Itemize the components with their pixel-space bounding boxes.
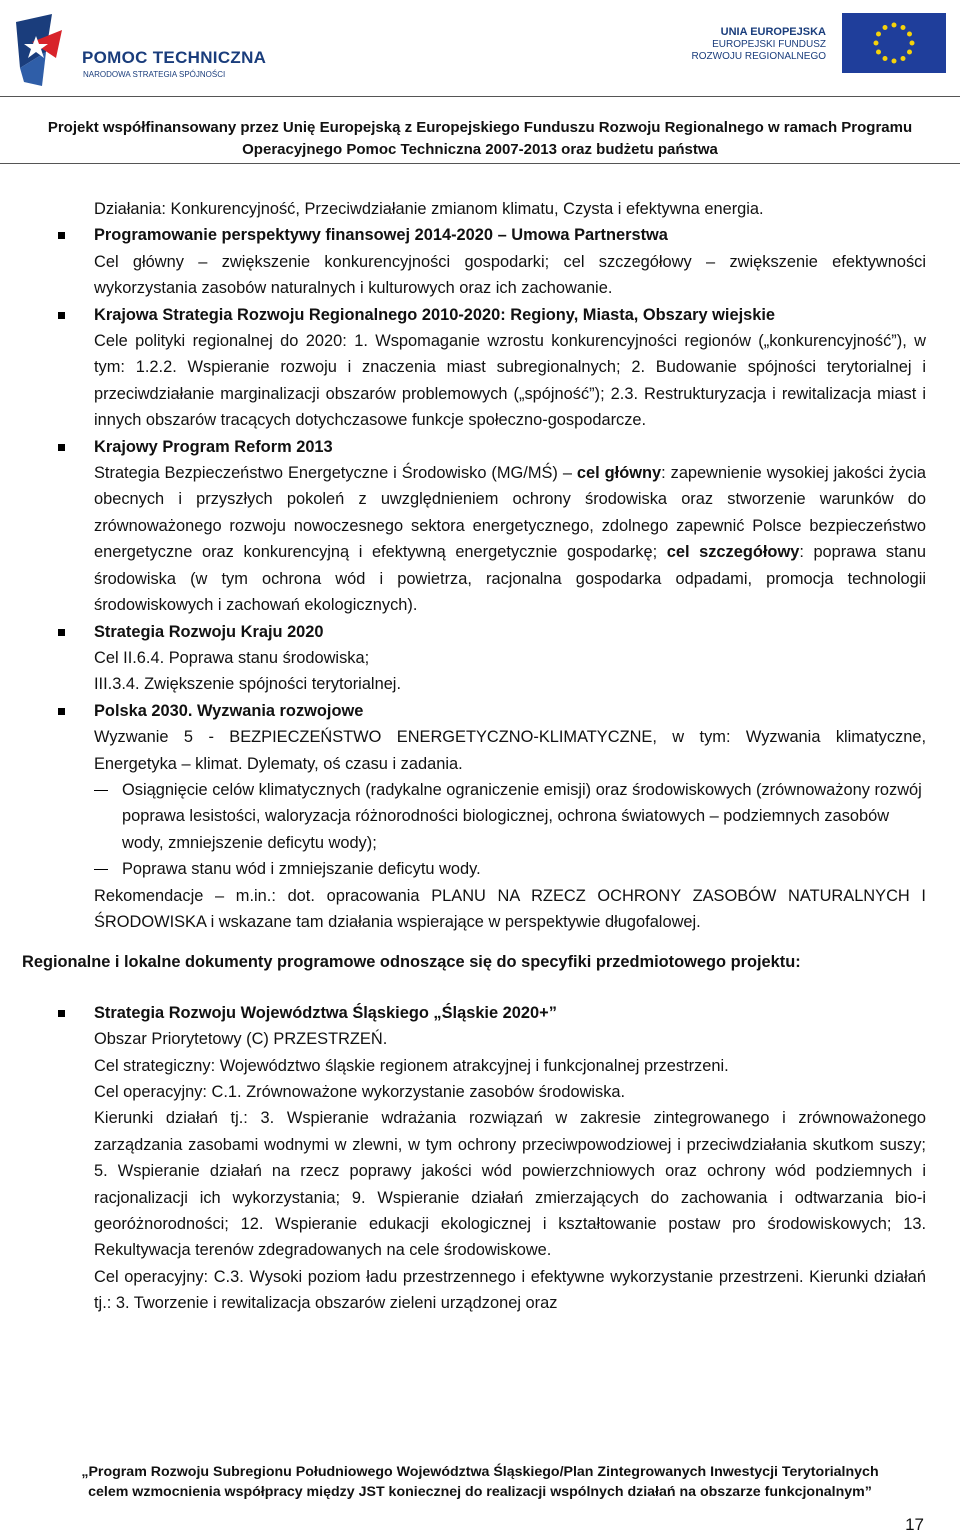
bullet-icon <box>58 708 65 715</box>
eu-logo-line3: ROZWOJU REGIONALNEGO <box>691 51 826 62</box>
item-title: Programowanie perspektywy finansowej 2014-2020 – Umowa Partnerstwa <box>94 226 668 245</box>
item-title: Krajowa Strategia Rozwoju Regionalnego 2010-2020: Regiony, Miasta, Obszary wiejskie <box>94 305 776 324</box>
item-text: Cele polityki regionalnej do 2020: 1. Wspomaganie wzrostu konkurencyjności regionów („konkurencyjność”), w tym: 1.2.2. Wspieranie rozwoju i znaczenia miast subregionalnych; 2. Budowanie spójności terytorialnej i przeciwdziałanie marginalizacji obszarów problemowych („spójność”); 2.3. Restrukturyzacja i rewitalizacja miast i innych obszarów tracących dotychczasowe funkcje społeczno-gospodarcze. <box>94 332 926 430</box>
project-line-2: Operacyjnego Pomoc Techniczna 2007-2013 oraz budżetu państwa <box>242 141 718 158</box>
item-line: Obszar Priorytetowy (C) PRZESTRZEŃ. <box>94 1030 388 1049</box>
dash-text: Poprawa stanu wód i zmniejszanie deficytu wody. <box>122 860 481 879</box>
list-item <box>22 619 926 698</box>
item-title: Polska 2030. Wyzwania rozwojowe <box>94 701 364 720</box>
item-line: III.3.4. Zwiększenie spójności terytorialnej. <box>94 675 402 694</box>
recommendations-text: Rekomendacje – m.in.: dot. opracowania PLANU NA RZECZ OCHRONY ZASOBÓW NATURALNYCH I ŚRODOWISKA i wskazane tam działania wspierające w perspektywie długofalowej. <box>94 886 926 931</box>
dash-icon <box>94 790 108 791</box>
item-text: Kierunki działań tj.: 3. Wspieranie wdrażania rozwiązań w zakresie zintegrowanego i zrównoważonego zarządzania zasobami wodnymi w zlewni, w tym ochrony przeciwpowodziowej i przeciwdziałania skutkom suszy; 5. Wspieranie działań na rzecz poprawy jakości wód powierzchniowych oraz ochrony wód podziemnych i racjonalizacji ich wykorzystania; 9. Wspieranie działań zmierzających do zachowania i odtwarzania bio-i georóżnorodności; 12. Wspieranie edukacji ekologicznej i kształtowanie postaw pro środowiskowych; 13. Rekultywacja terenów zdegradowanych na cele środowiskowe. <box>94 1109 926 1260</box>
header-rule <box>0 96 960 97</box>
list-item <box>22 698 926 777</box>
text-run: : zapewnienie wysokiej jakości życia obecnych i przyszłych pokoleń z uwzględnieniem ochrony środowiska oraz stworzenie warunków do zrównoważonego rozwoju nowoczesnego sektora energetycznego, zdolnego zapewnić Polsce bezpieczeństwo energetyczne oraz konkurencyjną i efektywną energetycznie gospodarkę; <box>94 464 926 562</box>
text-run: : poprawa stanu środowiska (w tym ochrona wód i powietrza, racjonalna gospodarka odpadami, promocja technologii środowiskowych i zachowań ekologicznych). <box>94 543 926 615</box>
list-item <box>22 222 926 301</box>
item-text: Cel główny – zwiększenie konkurencyjności gospodarki; cel szczegółowy – zwiększenie efektywności wykorzystania zasobów naturalnych i kulturowych oraz ich zachowanie. <box>94 252 926 298</box>
item-title: Strategia Rozwoju Województwa Śląskiego „Śląskie 2020+” <box>94 1003 557 1022</box>
item-line: Cel strategiczny: Województwo śląskie regionem atrakcyjnej i funkcjonalnej przestrzeni. <box>94 1056 729 1075</box>
pomoc-techniczna-logo <box>12 12 267 90</box>
eu-logo <box>646 8 946 88</box>
bullet-icon <box>58 629 65 636</box>
bullet-icon <box>58 1010 65 1017</box>
intro-line: Działania: Konkurencyjność, Przeciwdziałanie zmianom klimatu, Czysta i efektywna energia. <box>94 200 764 218</box>
bold-run: cel szczegółowy <box>666 543 800 562</box>
footer-line-1: „Program Rozwoju Subregionu Południowego Województwa Śląskiego/Plan Zintegrowanych Inwestycji Terytorialnych <box>81 1464 879 1480</box>
text-run: Strategia Bezpieczeństwo Energetyczne i Środowisko (MG/MŚ) – <box>94 464 577 483</box>
dash-list-item <box>22 856 926 882</box>
project-rule <box>0 163 960 164</box>
section-heading: Regionalne i lokalne dokumenty programowe odnoszące się do specyfiki przedmiotowego projektu: <box>22 953 801 972</box>
eu-logo-line2: EUROPEJSKI FUNDUSZ <box>712 39 826 50</box>
bullet-icon <box>58 312 65 319</box>
logo-subtitle: NARODOWA STRATEGIA SPÓJNOŚCI <box>83 70 226 79</box>
list-item <box>22 1000 926 1317</box>
star-emblem-icon <box>12 12 76 88</box>
eu-logo-line1: UNIA EUROPEJSKA <box>720 26 826 38</box>
item-text <box>94 460 926 618</box>
dash-text: Osiągnięcie celów klimatycznych (radykalne ograniczenie emisji) oraz środowiskowych (zrównoważony rozwój poprawa lesistości, waloryzacja różnorodności biologicznej, ochrona światowych – podziemnych zasobów wody, zmniejszenie deficytu wody); <box>122 780 922 852</box>
item-title: Strategia Rozwoju Kraju 2020 <box>94 622 324 641</box>
page-header <box>0 0 960 110</box>
eu-flag-icon <box>842 13 946 73</box>
list-item <box>22 434 926 619</box>
footer-line-2: celem wzmocnienia współpracy między JST koniecznej do realizacji wspólnych działań na obszarze funkcjonalnym” <box>88 1484 872 1500</box>
dash-icon <box>94 869 108 870</box>
project-info <box>0 117 960 161</box>
item-text: Wyzwanie 5 - BEZPIECZEŃSTWO ENERGETYCZNO-KLIMATYCZNE, w tym: Wyzwania klimatyczne, Energetyka – klimat. Dylematy, oś czasu i zadania. <box>94 728 926 773</box>
document-body <box>22 196 926 1317</box>
project-line-1: Projekt współfinansowany przez Unię Europejską z Europejskiego Funduszu Rozwoju Regionalnego w ramach Programu <box>47 119 913 136</box>
bullet-icon <box>58 232 65 239</box>
dash-list-item <box>22 777 926 856</box>
bullet-icon <box>58 444 65 451</box>
item-text: Cel operacyjny: C.3. Wysoki poziom ładu przestrzennego i efektywne wykorzystanie przestrzeni. Kierunki działań tj.: 3. Tworzenie i rewitalizacja obszarów zieleni urządzonej oraz <box>94 1267 926 1313</box>
item-line: Cel operacyjny: C.1. Zrównoważone wykorzystanie zasobów środowiska. <box>94 1083 626 1101</box>
list-item <box>22 302 926 434</box>
page-number: 17 <box>905 1515 924 1534</box>
page-footer <box>0 1462 960 1502</box>
logo-title: POMOC TECHNICZNA <box>82 48 267 67</box>
item-line: Cel II.6.4. Poprawa stanu środowiska; <box>94 648 370 667</box>
item-title: Krajowy Program Reform 2013 <box>94 437 333 456</box>
bold-run: cel główny <box>576 464 662 483</box>
